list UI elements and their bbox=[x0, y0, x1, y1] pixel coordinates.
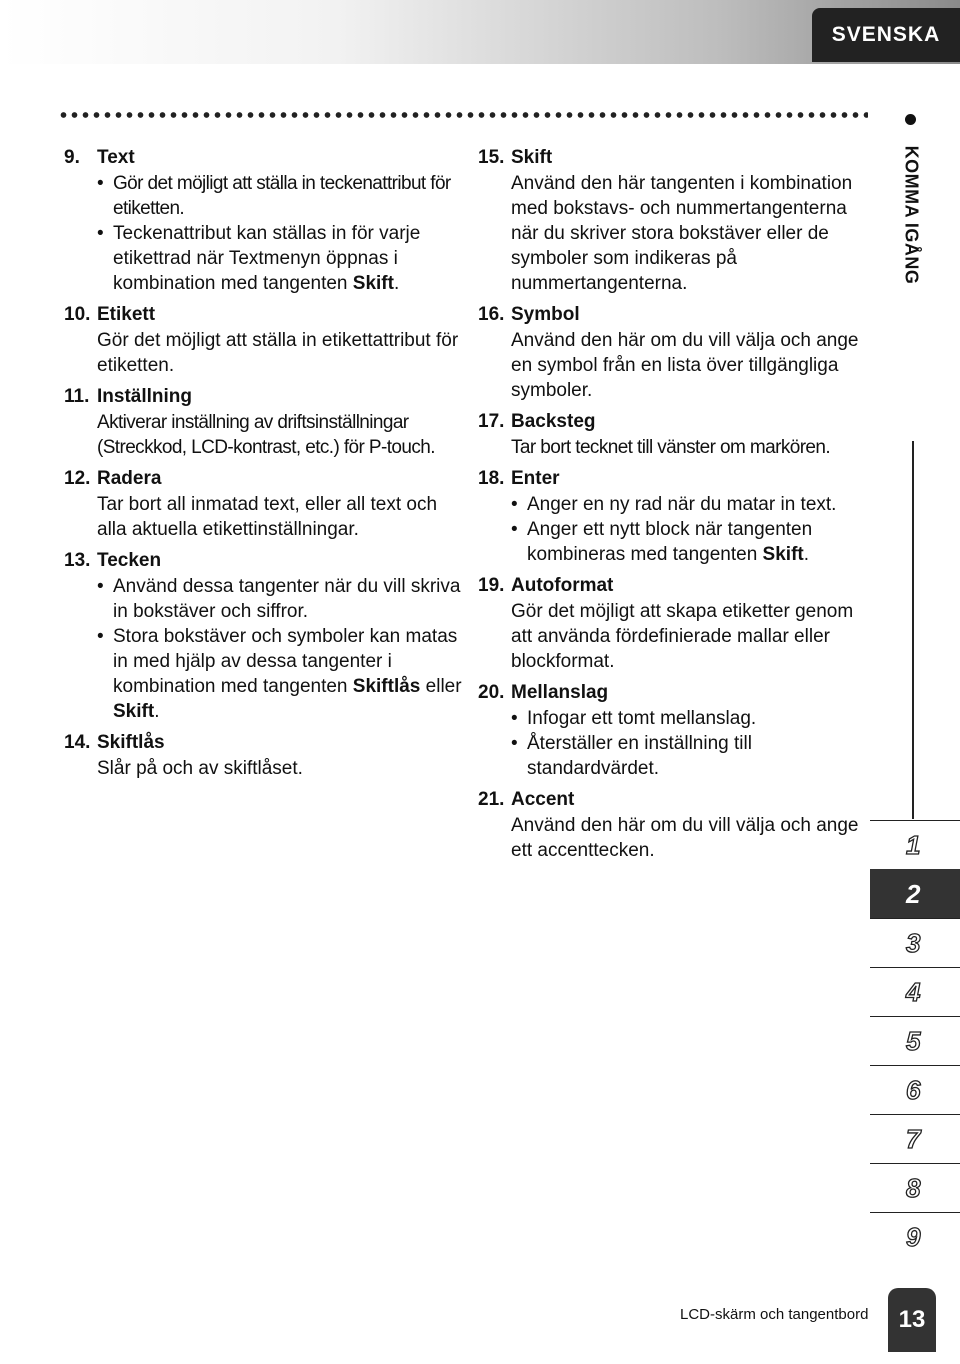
item-21-accent bbox=[478, 785, 878, 863]
footer-section-title: LCD-skärm och tangentbord bbox=[680, 1306, 869, 1323]
section-bullet-icon bbox=[905, 114, 916, 125]
item-18-enter bbox=[478, 464, 878, 567]
bullet-item: • Använd dessa tangenter när du vill skriva in bokstäver och siffror. bbox=[97, 574, 464, 624]
item-description: Aktiverar inställning av driftsinställningar (Streckkod, LCD-kontrast, etc.) för P-touch. bbox=[97, 412, 435, 458]
left-column bbox=[64, 143, 464, 785]
chapter-tab-4[interactable]: 4 bbox=[870, 967, 960, 1016]
item-number: 13. bbox=[64, 549, 91, 571]
language-tab: SVENSKA bbox=[812, 8, 960, 62]
chapter-tab-1[interactable]: 1 bbox=[870, 820, 960, 869]
item-title: Radera bbox=[97, 467, 162, 489]
item-title: Enter bbox=[511, 467, 560, 489]
chapter-tab-7[interactable]: 7 bbox=[870, 1114, 960, 1163]
bullet-item: • Stora bokstäver och symboler kan matas in med hjälp av dessa tangenter i kombination med tangenten Skiftlås eller Skift. bbox=[97, 624, 464, 724]
item-title: Inställning bbox=[97, 385, 192, 407]
item-number: 9. bbox=[64, 146, 80, 168]
item-number: 19. bbox=[478, 574, 505, 596]
item-9-text bbox=[64, 143, 464, 296]
item-description: Tar bort all inmatad text, eller all text och alla aktuella etikettinställningar. bbox=[97, 494, 438, 540]
chapter-tab-9[interactable]: 9 bbox=[870, 1212, 960, 1261]
item-description: Använd den här om du vill välja och ange ett accenttecken. bbox=[511, 815, 859, 861]
item-number: 15. bbox=[478, 146, 505, 168]
item-14-skiftlas bbox=[64, 728, 464, 781]
chapter-tab-3[interactable]: 3 bbox=[870, 918, 960, 967]
item-title: Skiftlås bbox=[97, 731, 165, 753]
bullet-item: • Infogar ett tomt mellanslag. bbox=[511, 706, 878, 731]
item-description: Gör det möjligt att skapa etiketter genom att använda fördefinierade mallar eller blockformat. bbox=[511, 601, 854, 672]
chapter-tab-6[interactable]: 6 bbox=[870, 1065, 960, 1114]
item-description: Tar bort tecknet till vänster om markören. bbox=[511, 437, 831, 458]
item-number: 16. bbox=[478, 303, 505, 325]
chapter-tab-2[interactable]: 2 bbox=[870, 869, 960, 918]
bullet-list bbox=[511, 706, 878, 781]
item-number: 18. bbox=[478, 467, 505, 489]
item-description: Gör det möjligt att ställa in etikettattribut för etiketten. bbox=[97, 330, 459, 376]
item-17-backsteg bbox=[478, 407, 878, 460]
item-title: Backsteg bbox=[511, 410, 596, 432]
item-13-tecken bbox=[64, 546, 464, 724]
bullet-item: • Gör det möjligt att ställa in teckenattribut för etiketten. bbox=[97, 171, 464, 221]
item-title: Etikett bbox=[97, 303, 156, 325]
bullet-list bbox=[511, 492, 878, 567]
item-number: 20. bbox=[478, 681, 505, 703]
bullet-item: • Anger en ny rad när du matar in text. bbox=[511, 492, 878, 517]
item-description: Använd den här om du vill välja och ange en symbol från en lista över tillgängliga symboler. bbox=[511, 330, 859, 401]
item-11-installning bbox=[64, 382, 464, 460]
item-20-mellanslag bbox=[478, 678, 878, 781]
item-title: Skift bbox=[511, 146, 553, 168]
chapter-tab-8[interactable]: 8 bbox=[870, 1163, 960, 1212]
item-16-symbol bbox=[478, 300, 878, 403]
chapter-tab-5[interactable]: 5 bbox=[870, 1016, 960, 1065]
item-number: 12. bbox=[64, 467, 91, 489]
bullet-list bbox=[97, 574, 464, 724]
item-title: Tecken bbox=[97, 549, 162, 571]
bullet-list bbox=[97, 171, 464, 296]
item-number: 14. bbox=[64, 731, 91, 753]
item-number: 10. bbox=[64, 303, 91, 325]
item-title: Autoformat bbox=[511, 574, 614, 596]
bullet-item: • Återställer en inställning till standardvärdet. bbox=[511, 731, 878, 781]
item-number: 11. bbox=[64, 385, 90, 407]
item-number: 21. bbox=[478, 788, 505, 810]
chapter-index bbox=[870, 820, 960, 1261]
item-19-autoformat bbox=[478, 571, 878, 674]
item-title: Symbol bbox=[511, 303, 580, 325]
item-title: Text bbox=[97, 146, 135, 168]
item-title: Accent bbox=[511, 788, 575, 810]
item-description: Slår på och av skiftlåset. bbox=[97, 758, 303, 779]
page-number: 13 bbox=[888, 1288, 936, 1352]
bullet-item: • Teckenattribut kan ställas in för varje etikettrad när Textmenyn öppnas i kombination med tangenten Skift. bbox=[97, 221, 464, 296]
item-15-skift bbox=[478, 143, 878, 296]
item-12-radera bbox=[64, 464, 464, 542]
right-column bbox=[478, 143, 878, 867]
side-rule bbox=[912, 441, 914, 819]
item-number: 17. bbox=[478, 410, 505, 432]
item-description: Använd den här tangenten i kombination med bokstavs- och nummertangenterna när du skriver stora bokstäver eller de symboler som indikeras på nummertangenterna. bbox=[511, 173, 853, 294]
dotted-divider bbox=[58, 112, 868, 118]
section-title: KOMMA IGÅNG bbox=[901, 145, 922, 285]
item-title: Mellanslag bbox=[511, 681, 609, 703]
item-10-etikett bbox=[64, 300, 464, 378]
bullet-item: • Anger ett nytt block när tangenten kombineras med tangenten Skift. bbox=[511, 517, 878, 567]
